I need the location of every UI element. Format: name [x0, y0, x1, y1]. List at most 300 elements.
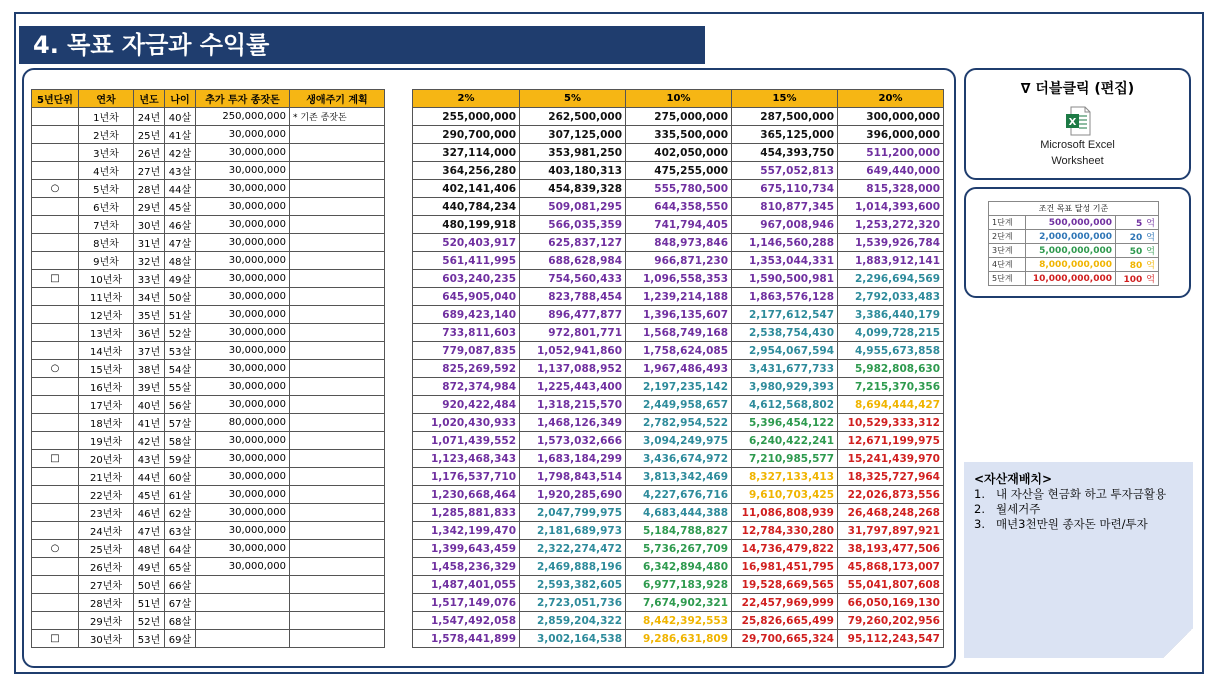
value-cell[interactable]: 509,081,295 — [520, 198, 626, 216]
value-cell[interactable]: 1,225,443,400 — [520, 378, 626, 396]
age-cell[interactable]: 69살 — [165, 630, 196, 648]
plan-cell[interactable] — [290, 558, 385, 576]
marker-cell[interactable] — [32, 576, 79, 594]
year-cell[interactable]: 25년차 — [79, 540, 134, 558]
year-cell[interactable]: 12년차 — [79, 306, 134, 324]
value-cell[interactable]: 1,239,214,188 — [626, 288, 732, 306]
value-cell[interactable]: 11,086,808,939 — [732, 504, 838, 522]
value-cell[interactable]: 754,560,433 — [520, 270, 626, 288]
value-cell[interactable]: 2,197,235,142 — [626, 378, 732, 396]
invest-cell[interactable]: 30,000,000 — [196, 270, 290, 288]
value-cell[interactable]: 7,674,902,321 — [626, 594, 732, 612]
value-cell[interactable]: 9,286,631,809 — [626, 630, 732, 648]
plan-cell[interactable] — [290, 162, 385, 180]
value-cell[interactable]: 645,905,040 — [413, 288, 520, 306]
value-cell[interactable]: 8,327,133,413 — [732, 468, 838, 486]
invest-cell[interactable] — [196, 594, 290, 612]
marker-cell[interactable] — [32, 486, 79, 504]
value-cell[interactable]: 396,000,000 — [838, 126, 944, 144]
plan-cell[interactable] — [290, 522, 385, 540]
value-cell[interactable]: 920,422,484 — [413, 396, 520, 414]
marker-cell[interactable]: ○ — [32, 540, 79, 558]
invest-cell[interactable]: 80,000,000 — [196, 414, 290, 432]
year-cell[interactable]: 15년차 — [79, 360, 134, 378]
plan-cell[interactable]: * 기존 종잣돈 — [290, 108, 385, 126]
year-cell[interactable]: 19년차 — [79, 432, 134, 450]
year-cell[interactable]: 10년차 — [79, 270, 134, 288]
invest-cell[interactable] — [196, 576, 290, 594]
value-cell[interactable]: 8,694,444,427 — [838, 396, 944, 414]
value-cell[interactable]: 8,442,392,553 — [626, 612, 732, 630]
age-cell[interactable]: 58살 — [165, 432, 196, 450]
yy-cell[interactable]: 49년 — [134, 558, 165, 576]
plan-cell[interactable] — [290, 234, 385, 252]
invest-cell[interactable]: 30,000,000 — [196, 432, 290, 450]
value-cell[interactable]: 1,883,912,141 — [838, 252, 944, 270]
value-cell[interactable]: 2,538,754,430 — [732, 324, 838, 342]
marker-cell[interactable] — [32, 342, 79, 360]
marker-cell[interactable] — [32, 306, 79, 324]
value-cell[interactable]: 25,826,665,499 — [732, 612, 838, 630]
yy-cell[interactable]: 27년 — [134, 162, 165, 180]
age-cell[interactable]: 67살 — [165, 594, 196, 612]
invest-cell[interactable]: 30,000,000 — [196, 252, 290, 270]
value-cell[interactable]: 79,260,202,956 — [838, 612, 944, 630]
plan-cell[interactable] — [290, 324, 385, 342]
excel-icon[interactable] — [1065, 106, 1091, 136]
marker-cell[interactable] — [32, 414, 79, 432]
yy-cell[interactable]: 45년 — [134, 486, 165, 504]
value-cell[interactable]: 2,469,888,196 — [520, 558, 626, 576]
value-cell[interactable]: 2,859,204,322 — [520, 612, 626, 630]
value-cell[interactable]: 3,813,342,469 — [626, 468, 732, 486]
value-cell[interactable]: 3,386,440,179 — [838, 306, 944, 324]
value-cell[interactable]: 1,683,184,299 — [520, 450, 626, 468]
value-cell[interactable]: 3,002,164,538 — [520, 630, 626, 648]
value-cell[interactable]: 688,628,984 — [520, 252, 626, 270]
plan-cell[interactable] — [290, 198, 385, 216]
age-cell[interactable]: 64살 — [165, 540, 196, 558]
year-cell[interactable]: 30년차 — [79, 630, 134, 648]
value-cell[interactable]: 1,758,624,085 — [626, 342, 732, 360]
yy-cell[interactable]: 42년 — [134, 432, 165, 450]
year-cell[interactable]: 21년차 — [79, 468, 134, 486]
value-cell[interactable]: 3,094,249,975 — [626, 432, 732, 450]
value-cell[interactable]: 31,797,897,921 — [838, 522, 944, 540]
year-cell[interactable]: 14년차 — [79, 342, 134, 360]
yy-cell[interactable]: 37년 — [134, 342, 165, 360]
year-cell[interactable]: 26년차 — [79, 558, 134, 576]
age-cell[interactable]: 45살 — [165, 198, 196, 216]
value-cell[interactable]: 1,176,537,710 — [413, 468, 520, 486]
value-cell[interactable]: 26,468,248,268 — [838, 504, 944, 522]
year-cell[interactable]: 23년차 — [79, 504, 134, 522]
age-cell[interactable]: 52살 — [165, 324, 196, 342]
year-cell[interactable]: 17년차 — [79, 396, 134, 414]
value-cell[interactable]: 872,374,984 — [413, 378, 520, 396]
yy-cell[interactable]: 31년 — [134, 234, 165, 252]
value-cell[interactable]: 454,393,750 — [732, 144, 838, 162]
year-cell[interactable]: 5년차 — [79, 180, 134, 198]
age-cell[interactable]: 40살 — [165, 108, 196, 126]
year-cell[interactable]: 28년차 — [79, 594, 134, 612]
value-cell[interactable]: 353,981,250 — [520, 144, 626, 162]
value-cell[interactable]: 480,199,918 — [413, 216, 520, 234]
yy-cell[interactable]: 47년 — [134, 522, 165, 540]
value-cell[interactable]: 2,047,799,975 — [520, 504, 626, 522]
plan-cell[interactable] — [290, 144, 385, 162]
value-cell[interactable]: 4,683,444,388 — [626, 504, 732, 522]
value-cell[interactable]: 66,050,169,130 — [838, 594, 944, 612]
invest-cell[interactable]: 30,000,000 — [196, 180, 290, 198]
value-cell[interactable]: 2,449,958,657 — [626, 396, 732, 414]
value-cell[interactable]: 2,181,689,973 — [520, 522, 626, 540]
value-cell[interactable]: 55,041,807,608 — [838, 576, 944, 594]
value-cell[interactable]: 810,877,345 — [732, 198, 838, 216]
invest-cell[interactable]: 30,000,000 — [196, 126, 290, 144]
marker-cell[interactable]: □ — [32, 270, 79, 288]
value-cell[interactable]: 29,700,665,324 — [732, 630, 838, 648]
invest-cell[interactable]: 30,000,000 — [196, 540, 290, 558]
value-cell[interactable]: 19,528,669,565 — [732, 576, 838, 594]
age-cell[interactable]: 63살 — [165, 522, 196, 540]
value-cell[interactable]: 823,788,454 — [520, 288, 626, 306]
value-cell[interactable]: 2,954,067,594 — [732, 342, 838, 360]
value-cell[interactable]: 95,112,243,547 — [838, 630, 944, 648]
value-cell[interactable]: 603,240,235 — [413, 270, 520, 288]
invest-cell[interactable]: 30,000,000 — [196, 504, 290, 522]
year-cell[interactable]: 16년차 — [79, 378, 134, 396]
yy-cell[interactable]: 32년 — [134, 252, 165, 270]
value-cell[interactable]: 5,184,788,827 — [626, 522, 732, 540]
plan-cell[interactable] — [290, 630, 385, 648]
age-cell[interactable]: 42살 — [165, 144, 196, 162]
plan-cell[interactable] — [290, 414, 385, 432]
value-cell[interactable]: 6,240,422,241 — [732, 432, 838, 450]
value-cell[interactable]: 1,573,032,666 — [520, 432, 626, 450]
value-cell[interactable]: 5,396,454,122 — [732, 414, 838, 432]
value-cell[interactable]: 741,794,405 — [626, 216, 732, 234]
marker-cell[interactable] — [32, 144, 79, 162]
value-cell[interactable]: 1,967,486,493 — [626, 360, 732, 378]
value-cell[interactable]: 454,839,328 — [520, 180, 626, 198]
invest-cell[interactable]: 30,000,000 — [196, 324, 290, 342]
value-cell[interactable]: 1,052,941,860 — [520, 342, 626, 360]
value-cell[interactable]: 300,000,000 — [838, 108, 944, 126]
value-cell[interactable]: 22,026,873,556 — [838, 486, 944, 504]
yy-cell[interactable]: 53년 — [134, 630, 165, 648]
invest-cell[interactable]: 30,000,000 — [196, 396, 290, 414]
yy-cell[interactable]: 44년 — [134, 468, 165, 486]
value-cell[interactable]: 1,071,439,552 — [413, 432, 520, 450]
value-cell[interactable]: 365,125,000 — [732, 126, 838, 144]
value-cell[interactable]: 6,977,183,928 — [626, 576, 732, 594]
value-cell[interactable]: 1,096,558,353 — [626, 270, 732, 288]
year-cell[interactable]: 13년차 — [79, 324, 134, 342]
age-cell[interactable]: 68살 — [165, 612, 196, 630]
value-cell[interactable]: 10,529,333,312 — [838, 414, 944, 432]
value-cell[interactable]: 16,981,451,795 — [732, 558, 838, 576]
marker-cell[interactable] — [32, 198, 79, 216]
value-cell[interactable]: 45,868,173,007 — [838, 558, 944, 576]
value-cell[interactable]: 4,099,728,215 — [838, 324, 944, 342]
value-cell[interactable]: 4,612,568,802 — [732, 396, 838, 414]
plan-cell[interactable] — [290, 540, 385, 558]
marker-cell[interactable]: ○ — [32, 180, 79, 198]
yy-cell[interactable]: 24년 — [134, 108, 165, 126]
age-cell[interactable]: 66살 — [165, 576, 196, 594]
value-cell[interactable]: 1,146,560,288 — [732, 234, 838, 252]
plan-cell[interactable] — [290, 270, 385, 288]
age-cell[interactable]: 48살 — [165, 252, 196, 270]
year-cell[interactable]: 24년차 — [79, 522, 134, 540]
value-cell[interactable]: 1,568,749,168 — [626, 324, 732, 342]
value-cell[interactable]: 1,137,088,952 — [520, 360, 626, 378]
marker-cell[interactable] — [32, 396, 79, 414]
age-cell[interactable]: 56살 — [165, 396, 196, 414]
marker-cell[interactable] — [32, 432, 79, 450]
age-cell[interactable]: 62살 — [165, 504, 196, 522]
invest-cell[interactable] — [196, 612, 290, 630]
yy-cell[interactable]: 46년 — [134, 504, 165, 522]
value-cell[interactable]: 12,671,199,975 — [838, 432, 944, 450]
value-cell[interactable]: 2,593,382,605 — [520, 576, 626, 594]
value-cell[interactable]: 12,784,330,280 — [732, 522, 838, 540]
marker-cell[interactable] — [32, 126, 79, 144]
plan-cell[interactable] — [290, 378, 385, 396]
age-cell[interactable]: 57살 — [165, 414, 196, 432]
yy-cell[interactable]: 29년 — [134, 198, 165, 216]
yy-cell[interactable]: 41년 — [134, 414, 165, 432]
value-cell[interactable]: 3,980,929,393 — [732, 378, 838, 396]
marker-cell[interactable] — [32, 288, 79, 306]
value-cell[interactable]: 1,578,441,899 — [413, 630, 520, 648]
age-cell[interactable]: 44살 — [165, 180, 196, 198]
value-cell[interactable]: 1,396,135,607 — [626, 306, 732, 324]
plan-cell[interactable] — [290, 126, 385, 144]
invest-cell[interactable]: 30,000,000 — [196, 288, 290, 306]
value-cell[interactable]: 5,736,267,709 — [626, 540, 732, 558]
invest-cell[interactable]: 30,000,000 — [196, 558, 290, 576]
invest-cell[interactable] — [196, 630, 290, 648]
plan-cell[interactable] — [290, 216, 385, 234]
value-cell[interactable]: 440,784,234 — [413, 198, 520, 216]
plan-cell[interactable] — [290, 342, 385, 360]
plan-cell[interactable] — [290, 450, 385, 468]
value-cell[interactable]: 1,353,044,331 — [732, 252, 838, 270]
invest-cell[interactable]: 30,000,000 — [196, 486, 290, 504]
value-cell[interactable]: 966,871,230 — [626, 252, 732, 270]
year-cell[interactable]: 8년차 — [79, 234, 134, 252]
value-cell[interactable]: 555,780,500 — [626, 180, 732, 198]
value-cell[interactable]: 255,000,000 — [413, 108, 520, 126]
age-cell[interactable]: 50살 — [165, 288, 196, 306]
marker-cell[interactable]: □ — [32, 450, 79, 468]
invest-cell[interactable]: 30,000,000 — [196, 234, 290, 252]
value-cell[interactable]: 2,723,051,736 — [520, 594, 626, 612]
value-cell[interactable]: 475,255,000 — [626, 162, 732, 180]
plan-cell[interactable] — [290, 468, 385, 486]
marker-cell[interactable] — [32, 216, 79, 234]
value-cell[interactable]: 290,700,000 — [413, 126, 520, 144]
year-cell[interactable]: 4년차 — [79, 162, 134, 180]
year-cell[interactable]: 6년차 — [79, 198, 134, 216]
value-cell[interactable]: 327,114,000 — [413, 144, 520, 162]
age-cell[interactable]: 47살 — [165, 234, 196, 252]
invest-cell[interactable]: 30,000,000 — [196, 162, 290, 180]
year-cell[interactable]: 3년차 — [79, 144, 134, 162]
marker-cell[interactable] — [32, 324, 79, 342]
yy-cell[interactable]: 35년 — [134, 306, 165, 324]
plan-cell[interactable] — [290, 486, 385, 504]
value-cell[interactable]: 1,920,285,690 — [520, 486, 626, 504]
age-cell[interactable]: 53살 — [165, 342, 196, 360]
value-cell[interactable]: 1,468,126,349 — [520, 414, 626, 432]
value-cell[interactable]: 1,020,430,933 — [413, 414, 520, 432]
invest-cell[interactable]: 30,000,000 — [196, 468, 290, 486]
value-cell[interactable]: 2,792,033,483 — [838, 288, 944, 306]
value-cell[interactable]: 561,411,995 — [413, 252, 520, 270]
value-cell[interactable]: 644,358,550 — [626, 198, 732, 216]
value-cell[interactable]: 287,500,000 — [732, 108, 838, 126]
plan-cell[interactable] — [290, 594, 385, 612]
invest-cell[interactable]: 30,000,000 — [196, 522, 290, 540]
marker-cell[interactable] — [32, 522, 79, 540]
year-cell[interactable]: 7년차 — [79, 216, 134, 234]
marker-cell[interactable] — [32, 558, 79, 576]
value-cell[interactable]: 4,227,676,716 — [626, 486, 732, 504]
marker-cell[interactable] — [32, 252, 79, 270]
marker-cell[interactable] — [32, 468, 79, 486]
year-cell[interactable]: 18년차 — [79, 414, 134, 432]
value-cell[interactable]: 307,125,000 — [520, 126, 626, 144]
value-cell[interactable]: 520,403,917 — [413, 234, 520, 252]
yy-cell[interactable]: 38년 — [134, 360, 165, 378]
value-cell[interactable]: 2,177,612,547 — [732, 306, 838, 324]
value-cell[interactable]: 9,610,703,425 — [732, 486, 838, 504]
yy-cell[interactable]: 28년 — [134, 180, 165, 198]
value-cell[interactable]: 511,200,000 — [838, 144, 944, 162]
value-cell[interactable]: 2,322,274,472 — [520, 540, 626, 558]
plan-cell[interactable] — [290, 612, 385, 630]
value-cell[interactable]: 1,863,576,128 — [732, 288, 838, 306]
age-cell[interactable]: 49살 — [165, 270, 196, 288]
value-cell[interactable]: 14,736,479,822 — [732, 540, 838, 558]
value-cell[interactable]: 649,440,000 — [838, 162, 944, 180]
plan-cell[interactable] — [290, 306, 385, 324]
value-cell[interactable]: 1,458,236,329 — [413, 558, 520, 576]
value-cell[interactable]: 967,008,946 — [732, 216, 838, 234]
value-cell[interactable]: 557,052,813 — [732, 162, 838, 180]
value-cell[interactable]: 3,431,677,733 — [732, 360, 838, 378]
age-cell[interactable]: 43살 — [165, 162, 196, 180]
age-cell[interactable]: 41살 — [165, 126, 196, 144]
value-cell[interactable]: 402,141,406 — [413, 180, 520, 198]
value-cell[interactable]: 733,811,603 — [413, 324, 520, 342]
marker-cell[interactable] — [32, 594, 79, 612]
plan-cell[interactable] — [290, 252, 385, 270]
value-cell[interactable]: 815,328,000 — [838, 180, 944, 198]
marker-cell[interactable]: ○ — [32, 360, 79, 378]
value-cell[interactable]: 2,782,954,522 — [626, 414, 732, 432]
year-cell[interactable]: 11년차 — [79, 288, 134, 306]
value-cell[interactable]: 403,180,313 — [520, 162, 626, 180]
plan-cell[interactable] — [290, 576, 385, 594]
value-cell[interactable]: 825,269,592 — [413, 360, 520, 378]
value-cell[interactable]: 1,798,843,514 — [520, 468, 626, 486]
year-cell[interactable]: 2년차 — [79, 126, 134, 144]
year-cell[interactable]: 9년차 — [79, 252, 134, 270]
value-cell[interactable]: 689,423,140 — [413, 306, 520, 324]
value-cell[interactable]: 1,014,393,600 — [838, 198, 944, 216]
value-cell[interactable]: 1,342,199,470 — [413, 522, 520, 540]
age-cell[interactable]: 61살 — [165, 486, 196, 504]
value-cell[interactable]: 1,547,492,058 — [413, 612, 520, 630]
value-cell[interactable]: 848,973,846 — [626, 234, 732, 252]
age-cell[interactable]: 46살 — [165, 216, 196, 234]
value-cell[interactable]: 1,285,881,833 — [413, 504, 520, 522]
invest-cell[interactable]: 30,000,000 — [196, 342, 290, 360]
value-cell[interactable]: 675,110,734 — [732, 180, 838, 198]
year-cell[interactable]: 22년차 — [79, 486, 134, 504]
invest-cell[interactable]: 250,000,000 — [196, 108, 290, 126]
year-cell[interactable]: 20년차 — [79, 450, 134, 468]
invest-cell[interactable]: 30,000,000 — [196, 378, 290, 396]
plan-cell[interactable] — [290, 180, 385, 198]
year-cell[interactable]: 29년차 — [79, 612, 134, 630]
value-cell[interactable]: 38,193,477,506 — [838, 540, 944, 558]
value-cell[interactable]: 1,253,272,320 — [838, 216, 944, 234]
yy-cell[interactable]: 50년 — [134, 576, 165, 594]
yy-cell[interactable]: 48년 — [134, 540, 165, 558]
invest-cell[interactable]: 30,000,000 — [196, 216, 290, 234]
value-cell[interactable]: 1,590,500,981 — [732, 270, 838, 288]
value-cell[interactable]: 1,123,468,343 — [413, 450, 520, 468]
value-cell[interactable]: 364,256,280 — [413, 162, 520, 180]
year-cell[interactable]: 27년차 — [79, 576, 134, 594]
age-cell[interactable]: 55살 — [165, 378, 196, 396]
value-cell[interactable]: 896,477,877 — [520, 306, 626, 324]
marker-cell[interactable] — [32, 162, 79, 180]
value-cell[interactable]: 1,318,215,570 — [520, 396, 626, 414]
value-cell[interactable]: 262,500,000 — [520, 108, 626, 126]
yy-cell[interactable]: 52년 — [134, 612, 165, 630]
yy-cell[interactable]: 39년 — [134, 378, 165, 396]
value-cell[interactable]: 18,325,727,964 — [838, 468, 944, 486]
age-cell[interactable]: 54살 — [165, 360, 196, 378]
invest-cell[interactable]: 30,000,000 — [196, 450, 290, 468]
value-cell[interactable]: 7,210,985,577 — [732, 450, 838, 468]
marker-cell[interactable] — [32, 234, 79, 252]
value-cell[interactable]: 5,982,808,630 — [838, 360, 944, 378]
plan-cell[interactable] — [290, 396, 385, 414]
value-cell[interactable]: 7,215,370,356 — [838, 378, 944, 396]
plan-cell[interactable] — [290, 432, 385, 450]
yy-cell[interactable]: 33년 — [134, 270, 165, 288]
invest-cell[interactable]: 30,000,000 — [196, 306, 290, 324]
value-cell[interactable]: 6,342,894,480 — [626, 558, 732, 576]
plan-cell[interactable] — [290, 504, 385, 522]
yy-cell[interactable]: 25년 — [134, 126, 165, 144]
value-cell[interactable]: 402,050,000 — [626, 144, 732, 162]
value-cell[interactable]: 4,955,673,858 — [838, 342, 944, 360]
marker-cell[interactable]: □ — [32, 630, 79, 648]
yy-cell[interactable]: 30년 — [134, 216, 165, 234]
yy-cell[interactable]: 43년 — [134, 450, 165, 468]
invest-cell[interactable]: 30,000,000 — [196, 360, 290, 378]
age-cell[interactable]: 60살 — [165, 468, 196, 486]
year-cell[interactable]: 1년차 — [79, 108, 134, 126]
